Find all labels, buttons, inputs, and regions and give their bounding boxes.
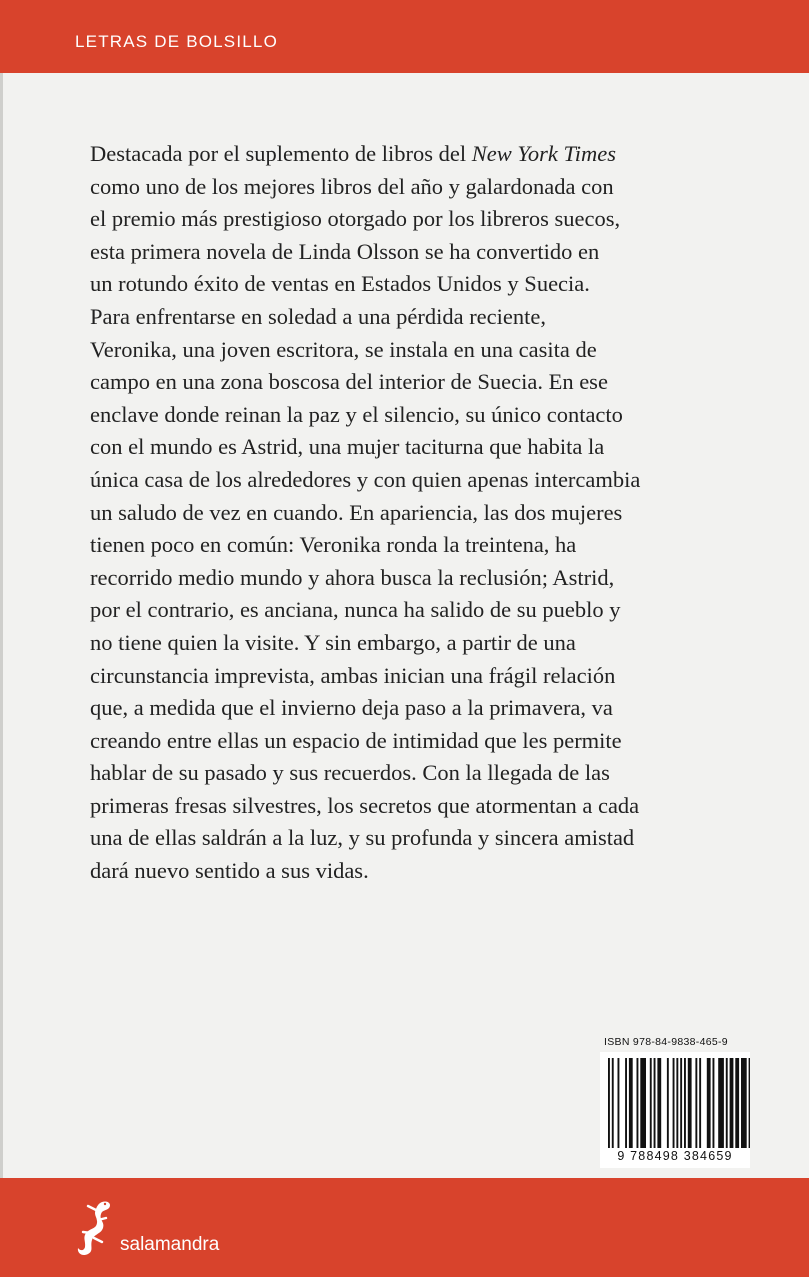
barcode-bar xyxy=(713,1058,715,1148)
barcode-bar xyxy=(749,1058,750,1148)
barcode-bar xyxy=(699,1058,701,1148)
blurb-line: hablar de su pasado y sus recuerdos. Con la llegada de las xyxy=(90,760,610,786)
blurb-line: un rotundo éxito de ventas en Estados Unidos y Suecia. xyxy=(90,271,590,297)
blurb-line xyxy=(90,138,750,171)
blurb-line: tienen poco en común: Veronika ronda la treintena, ha xyxy=(90,532,577,558)
barcode-bar xyxy=(650,1058,652,1148)
salamander-icon xyxy=(72,1196,118,1262)
barcode-bar xyxy=(741,1058,747,1148)
barcode-bar xyxy=(640,1058,646,1148)
barcode-bar xyxy=(726,1058,728,1148)
blurb-line: enclave donde reinan la paz y el silencio, su único contacto xyxy=(90,401,623,427)
barcode-bar xyxy=(688,1058,692,1148)
blurb-line: recorrido medio mundo y ahora busca la reclusión; Astrid, xyxy=(90,564,615,590)
blurb-line: el premio más prestigioso otorgado por los libreros suecos, xyxy=(90,206,621,232)
cover-edge-shadow xyxy=(0,73,3,1178)
barcode-bar xyxy=(625,1058,627,1148)
blurb-line: Para enfrentarse en soledad a una pérdida reciente, xyxy=(90,303,547,329)
bottom-color-band xyxy=(0,1178,809,1277)
barcode-bar xyxy=(735,1058,739,1148)
barcode-bar xyxy=(637,1058,639,1148)
barcode-bar xyxy=(657,1058,661,1148)
blurb-line: como uno de los mejores libros del año y galardonada con xyxy=(90,173,614,199)
blurb-line: con el mundo es Astrid, una mujer taciturna que habita la xyxy=(90,434,605,460)
barcode-bar xyxy=(680,1058,682,1148)
blurb-line: campo en una zona boscosa del interior de Suecia. En ese xyxy=(90,369,608,395)
blurb-line: una de ellas saldrán a la luz, y su profunda y sincera amistad xyxy=(90,825,635,851)
blurb-line: primeras fresas silvestres, los secretos que atormentan a cada xyxy=(90,792,640,818)
blurb-line: circunstancia imprevista, ambas inician una frágil relación xyxy=(90,662,616,688)
barcode-bar xyxy=(612,1058,614,1148)
blurb-line-text: Destacada por el suplemento de libros del xyxy=(90,141,472,166)
isbn-label: ISBN 978-84-9838-465-9 xyxy=(604,1036,728,1048)
blurb-line: Veronika, una joven escritora, se instala en una casita de xyxy=(90,336,597,362)
newspaper-title: New York Times xyxy=(471,141,616,166)
barcode-bar xyxy=(618,1058,620,1148)
blurb-line: no tiene quien la visite. Y sin embargo, a partir de una xyxy=(90,629,576,655)
barcode-bar xyxy=(654,1058,656,1148)
barcode-bar xyxy=(608,1058,610,1148)
barcode-bar xyxy=(673,1058,675,1148)
publisher-name: salamandra xyxy=(120,1234,220,1255)
barcode-bar xyxy=(707,1058,711,1148)
back-cover-blurb xyxy=(90,138,750,888)
barcode-bar xyxy=(730,1058,734,1148)
barcode-bar xyxy=(718,1058,724,1148)
blurb-line: un saludo de vez en cuando. En apariencia, las dos mujeres xyxy=(90,499,623,525)
barcode-bars xyxy=(600,1052,750,1148)
barcode-bar xyxy=(676,1058,678,1148)
barcode-bar xyxy=(667,1058,669,1148)
blurb-line: única casa de los alrededores y con quien apenas intercambia xyxy=(90,466,641,492)
blurb-line: esta primera novela de Linda Olsson se ha convertido en xyxy=(90,238,600,264)
blurb-line: creando entre ellas un espacio de intimidad que les permite xyxy=(90,727,622,753)
series-label: LETRAS DE BOLSILLO xyxy=(75,32,279,51)
barcode-bar xyxy=(684,1058,686,1148)
barcode-bar xyxy=(629,1058,633,1148)
barcode-bar xyxy=(695,1058,697,1148)
blurb-line: dará nuevo sentido a sus vidas. xyxy=(90,858,369,884)
blurb-line: por el contrario, es anciana, nunca ha salido de su pueblo y xyxy=(90,597,621,623)
blurb-line: que, a medida que el invierno deja paso a la primavera, va xyxy=(90,695,613,721)
barcode-digits: 9 788498 384659 xyxy=(601,1148,749,1164)
